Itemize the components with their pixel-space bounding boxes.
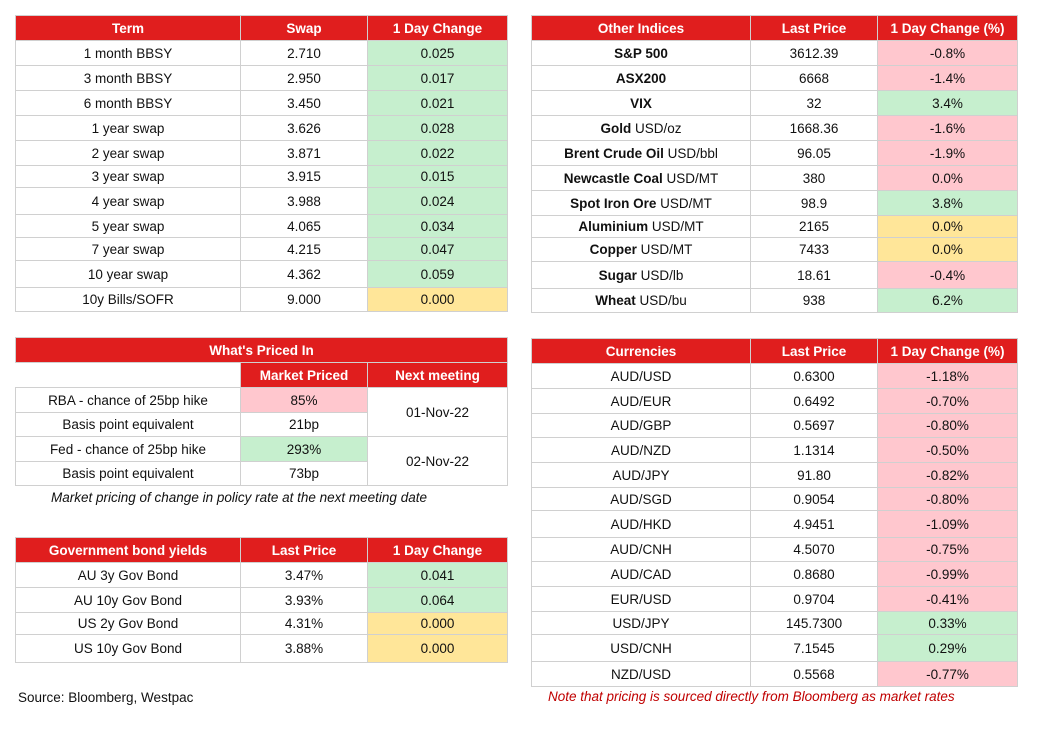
table-row bbox=[532, 488, 1018, 511]
index-unit: USD/lb bbox=[640, 267, 684, 283]
table-row bbox=[532, 262, 1018, 289]
currency-header-pair: Currencies bbox=[532, 339, 751, 364]
index-change: -1.4% bbox=[878, 66, 1018, 91]
currency-change: -1.18% bbox=[878, 364, 1018, 389]
index-name-cell bbox=[532, 91, 751, 116]
swap-change: 0.015 bbox=[368, 166, 508, 188]
disclaimer-note: Note that pricing is sourced directly from Bloomberg as market rates bbox=[548, 689, 955, 704]
table-row bbox=[532, 587, 1018, 612]
table-row bbox=[16, 261, 508, 288]
table-row bbox=[532, 66, 1018, 91]
index-price: 32 bbox=[751, 91, 878, 116]
currency-pair: AUD/JPY bbox=[532, 463, 751, 488]
currency-change: -0.70% bbox=[878, 389, 1018, 414]
index-name: ASX200 bbox=[615, 70, 667, 86]
bond-price: 3.93% bbox=[241, 588, 368, 613]
currency-pair: USD/JPY bbox=[532, 612, 751, 635]
index-name: Spot Iron Ore bbox=[570, 195, 657, 211]
index-change: 3.8% bbox=[878, 191, 1018, 216]
table-row bbox=[532, 463, 1018, 488]
index-price: 18.61 bbox=[751, 262, 878, 289]
currency-change: -0.82% bbox=[878, 463, 1018, 488]
index-price: 380 bbox=[751, 166, 878, 191]
swap-table bbox=[15, 15, 508, 312]
index-name: S&P 500 bbox=[614, 45, 668, 61]
swap-change: 0.034 bbox=[368, 215, 508, 238]
priced-label: RBA - chance of 25bp hike bbox=[16, 388, 241, 413]
priced-value: 293% bbox=[241, 437, 368, 462]
priced-label: Fed - chance of 25bp hike bbox=[16, 437, 241, 462]
index-name-cell bbox=[532, 262, 751, 289]
swap-header-term: Term bbox=[16, 16, 241, 41]
table-row bbox=[532, 289, 1018, 313]
bond-change: 0.064 bbox=[368, 588, 508, 613]
currency-pair: EUR/USD bbox=[532, 587, 751, 612]
table-row bbox=[532, 511, 1018, 538]
swap-term: 2 year swap bbox=[16, 141, 241, 166]
currency-change: -0.77% bbox=[878, 662, 1018, 687]
table-row bbox=[16, 635, 508, 663]
swap-value: 4.362 bbox=[241, 261, 368, 288]
currency-price: 0.8680 bbox=[751, 562, 878, 587]
currency-price: 0.6300 bbox=[751, 364, 878, 389]
swap-term: 1 month BBSY bbox=[16, 41, 241, 66]
currency-price: 4.5070 bbox=[751, 538, 878, 562]
currency-price: 91.80 bbox=[751, 463, 878, 488]
bond-price: 4.31% bbox=[241, 613, 368, 635]
index-unit: USD/MT bbox=[640, 242, 693, 257]
table-row bbox=[532, 635, 1018, 662]
swap-value: 4.215 bbox=[241, 238, 368, 261]
swap-term: 1 year swap bbox=[16, 116, 241, 141]
bond-name: US 10y Gov Bond bbox=[16, 635, 241, 663]
table-row bbox=[532, 364, 1018, 389]
swap-value: 2.950 bbox=[241, 66, 368, 91]
bond-header-change: 1 Day Change bbox=[368, 538, 508, 563]
bond-name: AU 3y Gov Bond bbox=[16, 563, 241, 588]
index-change: -1.6% bbox=[878, 116, 1018, 141]
currency-price: 0.9054 bbox=[751, 488, 878, 511]
swap-header-change: 1 Day Change bbox=[368, 16, 508, 41]
index-name-cell bbox=[532, 66, 751, 91]
currency-price: 4.9451 bbox=[751, 511, 878, 538]
index-price: 1668.36 bbox=[751, 116, 878, 141]
currency-pair: AUD/NZD bbox=[532, 438, 751, 463]
index-change: -1.9% bbox=[878, 141, 1018, 166]
index-name: Copper bbox=[589, 242, 637, 257]
indices-header-name: Other Indices bbox=[532, 16, 751, 41]
priced-in-note: Market pricing of change in policy rate at the next meeting date bbox=[51, 490, 427, 505]
swap-value: 3.450 bbox=[241, 91, 368, 116]
table-row bbox=[532, 562, 1018, 587]
currency-change: -0.99% bbox=[878, 562, 1018, 587]
currency-change: -0.41% bbox=[878, 587, 1018, 612]
swap-header-swap: Swap bbox=[241, 16, 368, 41]
table-row bbox=[16, 238, 508, 261]
index-unit: USD/bu bbox=[639, 293, 687, 308]
currency-change: 0.29% bbox=[878, 635, 1018, 662]
currency-pair: AUD/HKD bbox=[532, 511, 751, 538]
table-row bbox=[16, 66, 508, 91]
indices-header-change: 1 Day Change (%) bbox=[878, 16, 1018, 41]
index-name-cell bbox=[532, 141, 751, 166]
bond-change: 0.000 bbox=[368, 613, 508, 635]
table-row bbox=[16, 116, 508, 141]
bond-price: 3.88% bbox=[241, 635, 368, 663]
currency-pair: AUD/CAD bbox=[532, 562, 751, 587]
swap-value: 3.915 bbox=[241, 166, 368, 188]
bond-header-name: Government bond yields bbox=[16, 538, 241, 563]
index-price: 98.9 bbox=[751, 191, 878, 216]
priced-in-blank-cell bbox=[16, 363, 241, 388]
currency-price: 0.5697 bbox=[751, 414, 878, 438]
bond-name: AU 10y Gov Bond bbox=[16, 588, 241, 613]
index-unit: USD/MT bbox=[651, 219, 704, 234]
swap-term: 10 year swap bbox=[16, 261, 241, 288]
index-name: Newcastle Coal bbox=[563, 170, 663, 186]
table-row bbox=[532, 389, 1018, 414]
currency-change: -0.50% bbox=[878, 438, 1018, 463]
table-row bbox=[16, 588, 508, 613]
index-name-cell bbox=[532, 166, 751, 191]
index-name-cell bbox=[532, 191, 751, 216]
swap-term: 10y Bills/SOFR bbox=[16, 288, 241, 312]
index-change: 0.0% bbox=[878, 166, 1018, 191]
currency-price: 7.1545 bbox=[751, 635, 878, 662]
swap-term: 3 year swap bbox=[16, 166, 241, 188]
swap-term: 4 year swap bbox=[16, 188, 241, 215]
swap-term: 3 month BBSY bbox=[16, 66, 241, 91]
index-name: Brent Crude Oil bbox=[564, 145, 664, 161]
index-unit: USD/oz bbox=[635, 120, 682, 136]
index-price: 7433 bbox=[751, 238, 878, 262]
currency-pair: AUD/CNH bbox=[532, 538, 751, 562]
table-row bbox=[16, 188, 508, 215]
index-change: 0.0% bbox=[878, 216, 1018, 238]
swap-value: 2.710 bbox=[241, 41, 368, 66]
index-change: 0.0% bbox=[878, 238, 1018, 262]
bond-table bbox=[15, 537, 508, 663]
source-note: Source: Bloomberg, Westpac bbox=[18, 690, 194, 705]
swap-change: 0.022 bbox=[368, 141, 508, 166]
table-row bbox=[532, 216, 1018, 238]
currency-header-price: Last Price bbox=[751, 339, 878, 364]
index-unit: USD/MT bbox=[666, 170, 719, 186]
index-change: -0.8% bbox=[878, 41, 1018, 66]
index-name: Sugar bbox=[598, 267, 637, 283]
index-unit: USD/bbl bbox=[667, 145, 718, 161]
priced-in-table bbox=[15, 337, 508, 486]
index-price: 2165 bbox=[751, 216, 878, 238]
table-row bbox=[16, 215, 508, 238]
priced-in-header-meeting: Next meeting bbox=[368, 363, 508, 388]
index-change: -0.4% bbox=[878, 262, 1018, 289]
swap-change: 0.059 bbox=[368, 261, 508, 288]
currency-change: -1.09% bbox=[878, 511, 1018, 538]
table-row bbox=[16, 166, 508, 188]
swap-term: 6 month BBSY bbox=[16, 91, 241, 116]
table-row bbox=[16, 41, 508, 66]
swap-value: 3.871 bbox=[241, 141, 368, 166]
priced-in-header-market: Market Priced bbox=[241, 363, 368, 388]
currency-pair: AUD/GBP bbox=[532, 414, 751, 438]
currency-pair: USD/CNH bbox=[532, 635, 751, 662]
table-row bbox=[532, 414, 1018, 438]
index-name: Aluminium bbox=[578, 219, 649, 234]
bond-change: 0.000 bbox=[368, 635, 508, 663]
table-row bbox=[532, 662, 1018, 687]
currency-pair: AUD/EUR bbox=[532, 389, 751, 414]
currency-change: -0.75% bbox=[878, 538, 1018, 562]
priced-value: 73bp bbox=[241, 462, 368, 486]
meeting-date-fed: 02-Nov-22 bbox=[368, 437, 508, 486]
table-row bbox=[532, 91, 1018, 116]
currency-price: 0.9704 bbox=[751, 587, 878, 612]
swap-value: 4.065 bbox=[241, 215, 368, 238]
swap-value: 3.988 bbox=[241, 188, 368, 215]
table-row bbox=[532, 166, 1018, 191]
index-price: 6668 bbox=[751, 66, 878, 91]
indices-table bbox=[531, 15, 1018, 313]
swap-change: 0.021 bbox=[368, 91, 508, 116]
table-row bbox=[532, 116, 1018, 141]
table-row bbox=[532, 238, 1018, 262]
currency-change: -0.80% bbox=[878, 414, 1018, 438]
currency-price: 0.5568 bbox=[751, 662, 878, 687]
table-row bbox=[16, 563, 508, 588]
swap-term: 5 year swap bbox=[16, 215, 241, 238]
currency-pair: AUD/USD bbox=[532, 364, 751, 389]
bond-change: 0.041 bbox=[368, 563, 508, 588]
swap-change: 0.024 bbox=[368, 188, 508, 215]
swap-change: 0.025 bbox=[368, 41, 508, 66]
swap-term: 7 year swap bbox=[16, 238, 241, 261]
index-name-cell bbox=[532, 289, 751, 313]
table-row bbox=[16, 388, 508, 413]
currency-header-change: 1 Day Change (%) bbox=[878, 339, 1018, 364]
currency-change: 0.33% bbox=[878, 612, 1018, 635]
swap-change: 0.017 bbox=[368, 66, 508, 91]
index-name-cell bbox=[532, 216, 751, 238]
index-name-cell bbox=[532, 41, 751, 66]
index-name: Gold bbox=[600, 120, 632, 136]
meeting-date-rba: 01-Nov-22 bbox=[368, 388, 508, 437]
index-name-cell bbox=[532, 238, 751, 262]
table-row bbox=[532, 141, 1018, 166]
table-row bbox=[532, 191, 1018, 216]
index-name: VIX bbox=[630, 95, 652, 111]
index-change: 3.4% bbox=[878, 91, 1018, 116]
bond-price: 3.47% bbox=[241, 563, 368, 588]
currency-pair: NZD/USD bbox=[532, 662, 751, 687]
currency-price: 0.6492 bbox=[751, 389, 878, 414]
table-row bbox=[532, 612, 1018, 635]
table-row bbox=[16, 288, 508, 312]
bond-header-price: Last Price bbox=[241, 538, 368, 563]
index-price: 938 bbox=[751, 289, 878, 313]
currency-price: 145.7300 bbox=[751, 612, 878, 635]
index-unit: USD/MT bbox=[660, 195, 712, 211]
table-row bbox=[16, 141, 508, 166]
swap-value: 3.626 bbox=[241, 116, 368, 141]
swap-change: 0.000 bbox=[368, 288, 508, 312]
priced-value: 21bp bbox=[241, 413, 368, 437]
currency-table bbox=[531, 338, 1018, 687]
table-row bbox=[532, 438, 1018, 463]
priced-label: Basis point equivalent bbox=[16, 462, 241, 486]
indices-header-price: Last Price bbox=[751, 16, 878, 41]
index-name: Wheat bbox=[595, 293, 636, 308]
priced-in-title: What's Priced In bbox=[16, 338, 508, 363]
currency-pair: AUD/SGD bbox=[532, 488, 751, 511]
swap-change: 0.028 bbox=[368, 116, 508, 141]
index-change: 6.2% bbox=[878, 289, 1018, 313]
currency-change: -0.80% bbox=[878, 488, 1018, 511]
index-price: 96.05 bbox=[751, 141, 878, 166]
bond-name: US 2y Gov Bond bbox=[16, 613, 241, 635]
table-row bbox=[532, 538, 1018, 562]
table-row bbox=[16, 91, 508, 116]
currency-price: 1.1314 bbox=[751, 438, 878, 463]
swap-change: 0.047 bbox=[368, 238, 508, 261]
table-row bbox=[16, 437, 508, 462]
index-price: 3612.39 bbox=[751, 41, 878, 66]
table-row bbox=[532, 41, 1018, 66]
table-row bbox=[16, 613, 508, 635]
priced-value: 85% bbox=[241, 388, 368, 413]
swap-value: 9.000 bbox=[241, 288, 368, 312]
index-name-cell bbox=[532, 116, 751, 141]
priced-label: Basis point equivalent bbox=[16, 413, 241, 437]
